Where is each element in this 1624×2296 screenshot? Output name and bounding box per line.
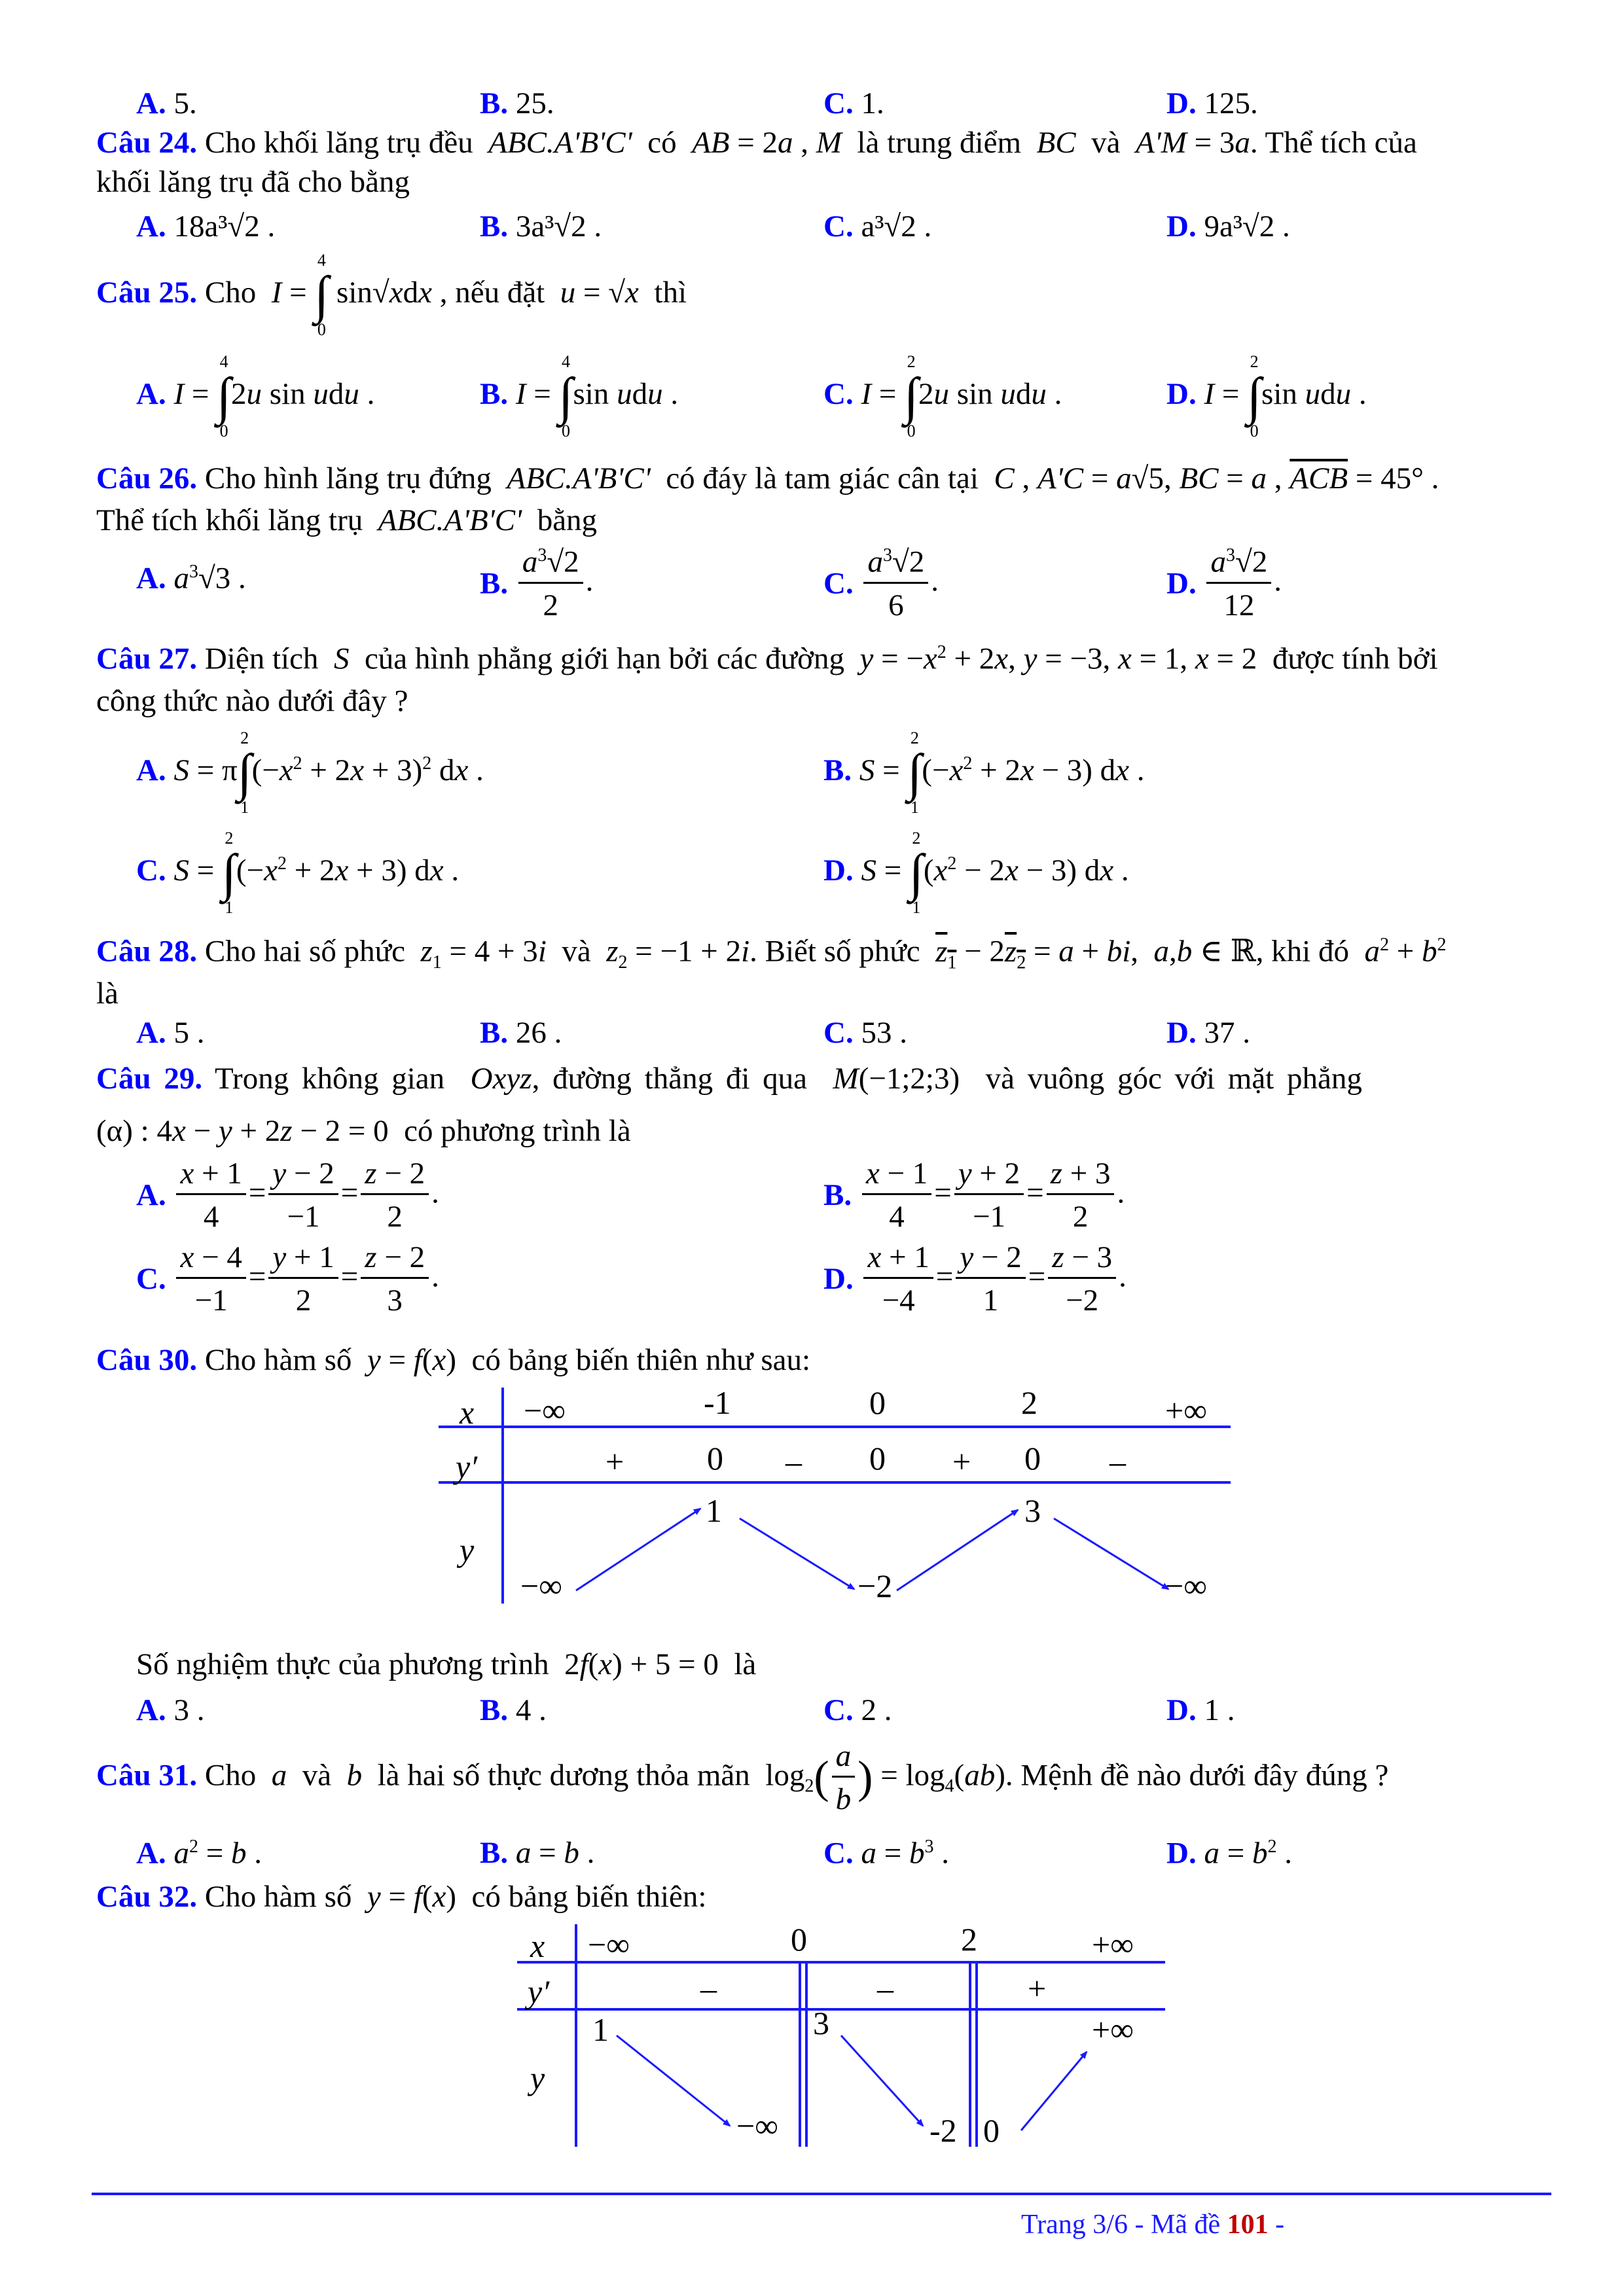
q32-yprime-label: y′ — [528, 1973, 550, 2010]
q30-yp-val: 0 — [707, 1440, 723, 1477]
q30-x-val: -1 — [704, 1384, 731, 1421]
q30-yp-val: – — [1110, 1443, 1126, 1480]
q27-stem-2: công thức nào dưới đây ? — [96, 684, 408, 718]
q24-option-c: C. a³√2 . — [823, 209, 932, 243]
q28-option-c: C. 53 . — [823, 1016, 907, 1050]
q32-stem: Câu 32. Cho hàm số y = f(x) có bảng biến thiên: — [96, 1880, 707, 1914]
q32-x-val: +∞ — [1092, 1926, 1134, 1963]
q32-x-val: 2 — [961, 1921, 977, 1958]
q30-y-val: 3 — [1024, 1492, 1041, 1529]
q27-stem: Câu 27. Diện tích S của hình phẳng giới hạn bởi các đường $y = -x^2 + 2x$, y = −3, x = 1, x = 2 được tính bởi — [96, 641, 1438, 676]
q32-variation-table — [511, 1918, 1178, 2163]
q26-option-d: D. $\frac{a^3√2}{12}$ . — [1166, 545, 1282, 622]
q32-x-label: x — [530, 1928, 545, 1964]
q26-option-a: A. $a^3√3$ . — [136, 561, 246, 596]
q25-option-b: B. I = 4 ∫ 0 sin udu . — [480, 352, 679, 440]
q27-option-c: C. S = 2 ∫ 1 $(-x^2 + 2x + 3)$ dx . — [136, 829, 460, 917]
q23-option-c: C. 1. — [823, 86, 884, 120]
q29-option-d: D. $\frac{x + 1}{-4}$ = $\frac{y - 2}{1}$ = $\frac{z - 3}{-2}$ . — [823, 1240, 1127, 1318]
q29-option-b: B. $\frac{x - 1}{4}$ = $\frac{y + 2}{-1}$ = $\frac{z + 3}{2}$ . — [823, 1157, 1125, 1234]
q30-y-val: 1 — [706, 1492, 722, 1529]
q30-option-d: D. 1 . — [1166, 1693, 1235, 1727]
q23-option-d: D. 125. — [1166, 86, 1258, 120]
q25-option-a: A. I = 4 ∫ 0 2u sin udu . — [136, 352, 375, 440]
q32-x-val: −∞ — [588, 1926, 630, 1963]
q32-y-val: 3 — [813, 2005, 829, 2041]
footer-divider — [92, 2193, 1551, 2195]
q30-arrow-down — [1054, 1518, 1168, 1589]
q31-stem: Câu 31. Cho a và b là hai số thực dương thỏa mãn $\log_2$( $\frac{a}{b}$ ) = $\log_4(ab)$. Mệnh đề nào dưới đây đúng ? — [96, 1739, 1389, 1816]
q32-y-val: -2 — [929, 2112, 957, 2149]
q30-x-val: 0 — [869, 1384, 886, 1421]
q23-option-b: B. 25. — [480, 86, 554, 120]
q27-option-b: B. S = 2 ∫ 1 $(-x^2 + 2x - 3)$ dx . — [823, 728, 1145, 817]
q30-arrow-up — [897, 1510, 1018, 1590]
q32-y-val: 1 — [592, 2011, 609, 2048]
q31-option-d: D. $a = b^2$ . — [1166, 1836, 1292, 1871]
q30-yp-val: – — [785, 1443, 802, 1480]
q32-arrow-down — [617, 2036, 730, 2126]
q29-stem: Câu 29. Trong không gian Oxyz, đường thẳng đi qua M(−1;2;3) và vuông góc với mặt phẳng — [96, 1062, 1362, 1096]
q30-yp-val: + — [952, 1443, 971, 1480]
q28-option-d: D. 37 . — [1166, 1016, 1250, 1050]
q30-y-label: y — [460, 1532, 475, 1568]
q30-x-val: +∞ — [1165, 1392, 1207, 1429]
q32-y-val: 0 — [983, 2112, 1000, 2149]
q30-x-label: x — [460, 1394, 475, 1431]
q30-yp-val: + — [605, 1443, 624, 1480]
q26-stem: Câu 26. Cho hình lăng trụ đứng ABC.A'B'C' có đáy là tam giác cân tại C , A'C = a√5, BC = a , $\overline{ACB} = 45^\circ$ . — [96, 461, 1439, 495]
q31-option-a: A. $a^2 = b$ . — [136, 1836, 262, 1871]
q30-stem-2: Số nghiệm thực của phương trình 2f(x) + 5 = 0 là — [136, 1647, 757, 1681]
q32-yp-val: – — [700, 1970, 717, 2007]
q28-option-b: B. 26 . — [480, 1016, 562, 1050]
q24-option-b: B. 3a³√2 . — [480, 209, 602, 243]
q30-variation-table — [432, 1381, 1244, 1630]
q30-option-b: B. 4 . — [480, 1693, 547, 1727]
q30-y-val: −2 — [857, 1568, 893, 1604]
q24-option-a: A. 18a³√2 . — [136, 209, 276, 243]
q25-option-d: D. I = 2 ∫ 0 sin udu . — [1166, 352, 1367, 440]
q23-option-a: A. 5. — [136, 86, 197, 120]
q27-option-a: A. S = π 2 ∫ 1 $(-x^2 + 2x + 3)^2$ dx . — [136, 728, 484, 817]
q31-option-b: B. a = b . — [480, 1836, 595, 1870]
q32-yp-val: – — [877, 1970, 893, 2007]
q24-stem-2: khối lăng trụ đã cho bằng — [96, 165, 410, 199]
q31-option-c: C. $a = b^3$ . — [823, 1836, 949, 1871]
q30-arrow-down — [740, 1518, 854, 1589]
q25-stem: Câu 25. Cho I = 4 ∫ 0 sin√xdx , nếu đặt u = √x thì — [96, 251, 687, 339]
q24-option-d: D. 9a³√2 . — [1166, 209, 1290, 243]
q30-x-val: 2 — [1021, 1384, 1038, 1421]
q24-stem: Câu 24. Cho khối lăng trụ đều ABC.A'B'C' có AB = 2a , M là trung điểm BC và A'M = 3a. Thể tích của — [96, 126, 1417, 160]
q32-x-val: 0 — [791, 1921, 807, 1958]
q30-yp-val: 0 — [1024, 1440, 1041, 1477]
q26-option-c: C. $\frac{a^3√2}{6}$ . — [823, 545, 939, 622]
q32-y-val: +∞ — [1092, 2011, 1134, 2048]
q29-option-a: A. $\frac{x + 1}{4}$ = $\frac{y - 2}{-1}$ = $\frac{z - 2}{2}$ . — [136, 1157, 439, 1234]
q30-option-c: C. 2 . — [823, 1693, 892, 1727]
q30-y-val: −∞ — [1165, 1568, 1207, 1604]
q28-stem-2: là — [96, 977, 118, 1011]
q29-option-c: C. $\frac{x - 4}{-1}$ = $\frac{y + 1}{2}$ = $\frac{z - 2}{3}$ . — [136, 1240, 439, 1318]
q30-arrow-up — [576, 1509, 700, 1590]
q28-option-a: A. 5 . — [136, 1016, 205, 1050]
q26-option-b: B. $\frac{a^3√2}{2}$ . — [480, 545, 594, 622]
q30-yprime-label: y′ — [456, 1448, 478, 1485]
q30-y-val: −∞ — [520, 1568, 562, 1604]
q32-y-label: y — [530, 2060, 545, 2096]
q32-arrow-up — [1021, 2052, 1087, 2130]
q30-x-val: −∞ — [524, 1392, 566, 1429]
q25-option-c: C. I = 2 ∫ 0 2u sin udu . — [823, 352, 1062, 440]
q29-stem-2: (α) : 4x − y + 2z − 2 = 0 có phương trình là — [96, 1114, 631, 1148]
q32-arrow-down — [841, 2036, 923, 2126]
q32-y-val: −∞ — [736, 2108, 778, 2144]
q26-stem-2: Thể tích khối lăng trụ ABC.A'B'C' bằng — [96, 503, 598, 537]
q30-stem: Câu 30. Cho hàm số y = f(x) có bảng biến thiên như sau: — [96, 1343, 811, 1377]
q30-option-a: A. 3 . — [136, 1693, 205, 1727]
q28-stem: Câu 28. Cho hai số phức $z_1 = 4 + 3i$ và $z_2 = -1 + 2i$. Biết số phức $z_1 - 2z_2 = a$ + bi, a,b ∈ ℝ, khi đó $a^2 + b^2$ — [96, 934, 1447, 973]
q30-yp-val: 0 — [869, 1440, 886, 1477]
q27-option-d: D. S = 2 ∫ 1 $(x^2 - 2x - 3)$ dx . — [823, 829, 1129, 917]
q32-yp-val: + — [1028, 1970, 1047, 2007]
page-footer: Trang 3/6 - Mã đề 101 - — [1021, 2210, 1285, 2240]
